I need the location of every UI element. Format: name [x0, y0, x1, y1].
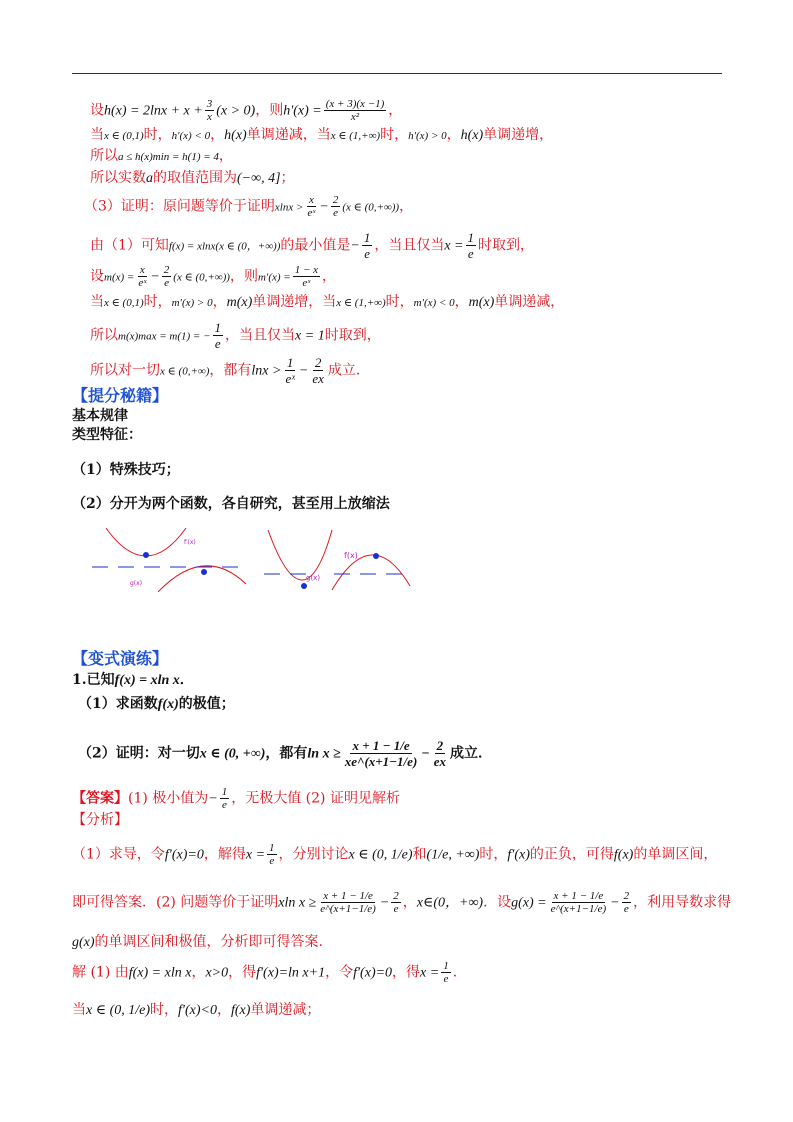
solution-line-2: 当x ∈ (0, 1/e)时，f′(x)<0，f(x)单调递减；	[72, 1002, 321, 1018]
m-max-line: 所以m(x)max = m(1) = − $\frac{1}{e}$ ，当且仅当x = 1时取到，	[90, 320, 381, 351]
f-min-line: 由（1）可知f(x) = xlnx(x ∈ (0，+∞))的最小值是− $\frac{1}{e}$ ，当且仅当x = $\frac{1}{e}$ 时取到，	[90, 230, 534, 261]
label-fx-a: f′(x)	[184, 539, 196, 546]
question-1-part-2: （2）证明：对一切x ∈ (0, +∞)，都有ln x ≥ $\frac{x + 1 - 1/e}{xe\^{}(x+1-1/e)}$ − $\frac{2}{ex}$ 成立．	[78, 738, 493, 769]
upper-curve	[106, 528, 186, 556]
figure-right	[262, 528, 414, 594]
parabola-down	[332, 555, 410, 590]
answer-line: 【答案】(1) 极小值为− $\frac{1}{e}$ ，无极大值 (2) 证明见解析	[72, 786, 400, 811]
header-rule	[72, 73, 722, 74]
tips-type: 类型特征：	[72, 427, 142, 443]
max-point	[373, 553, 379, 559]
question-1-part-1: （1）求函数f(x)的极值；	[78, 696, 235, 712]
question-1: 1.已知f(x) = xln x．	[72, 672, 194, 688]
range-conclusion-line: 所以实数a的取值范围为(−∞, 4]；	[90, 170, 295, 186]
lower-curve	[158, 566, 246, 592]
label-gx-b: g(x)	[306, 574, 321, 582]
tips-rule: 基本规律	[72, 408, 128, 424]
parabola-up	[268, 530, 332, 580]
h-monotonic-line: 当x ∈ (0,1)时，h′(x) < 0，h(x)单调递减，当x ∈ (1,+∞)时，h′(x) > 0，h(x)单调递增，	[90, 127, 554, 143]
min-point	[143, 552, 149, 558]
analysis-line-3: g(x)的单调区间和极值，分析即可得答案.	[72, 934, 323, 950]
h-definition-line: 设h(x) = 2lnx + x + $\frac{3}{x}$ (x > 0)，则h′(x) = $\frac{(x + 3)(x -1)}{\text{x²}}$ ，	[90, 98, 403, 123]
analysis-label: 【分析】	[72, 812, 128, 828]
m-monotonic-line: 当x ∈ (0,1)时，m′(x) > 0，m(x)单调递增，当x ∈ (1,+∞)时，m′(x) < 0，m(x)单调递减，	[90, 294, 565, 310]
m-definition-line: 设m(x) = $\frac{x}{\text{eˣ}}$ − $\frac{2}{e}$ (x ∈ (0,+∞))，则m′(x) = $\frac{1 - x}{\text{eˣ}}$ ，	[90, 264, 337, 289]
max-point	[201, 569, 207, 575]
section-heading-tips: 【提分秘籍】	[72, 386, 169, 405]
solution-line-1: 解 (1) 由f(x) = xln x，x>0，得f′(x)=ln x+1，令f′(x)=0，得x = $\frac{1}{e}$ ．	[72, 960, 467, 985]
analysis-line-1: （1）求导，令f′(x)=0，解得x = $\frac{1}{e}$ ，分别讨论x ∈ (0, 1/e)和(1/e, +∞)时，f′(x)的正负，可得f(x)的单调区间，	[72, 842, 718, 867]
figure-left	[88, 522, 248, 592]
label-gx-a: g(x)	[130, 580, 143, 587]
label-fx-b: f(x)	[344, 551, 358, 560]
section-heading-variant: 【变式演练】	[72, 649, 169, 668]
tips-item-2: （2）分开为两个函数，各自研究，甚至用上放缩法	[72, 496, 390, 512]
proof-conclusion-line: 所以对一切x ∈ (0,+∞)，都有lnx > $\frac{1}{\text{eˣ}}$ − $\frac{2}{ex}$ 成立．	[90, 355, 370, 386]
h-min-line: 所以a ≤ h(x)min = h(1) = 4，	[90, 148, 233, 164]
min-point	[301, 583, 307, 589]
analysis-line-2: 即可得答案．(2) 问题等价于证明xln x ≥ $\frac{x + 1 - 1/e}{e\^{}(x+1-1/e)}$ − $\frac{2}{e}$ ，x∈(0，+∞)．设g(x) = $\frac{x + 1 - 1/e}{e\^{}(x+1-1/e)}$ − $\frac{2}{e}$ ，利用导数求得	[72, 890, 732, 915]
proof-statement-line: （3）证明：原问题等价于证明xlnx > $\frac{x}{\text{eˣ}}$ − $\frac{2}{e}$ (x ∈ (0,+∞))，	[84, 194, 414, 219]
tips-item-1: （1）特殊技巧；	[72, 462, 180, 478]
